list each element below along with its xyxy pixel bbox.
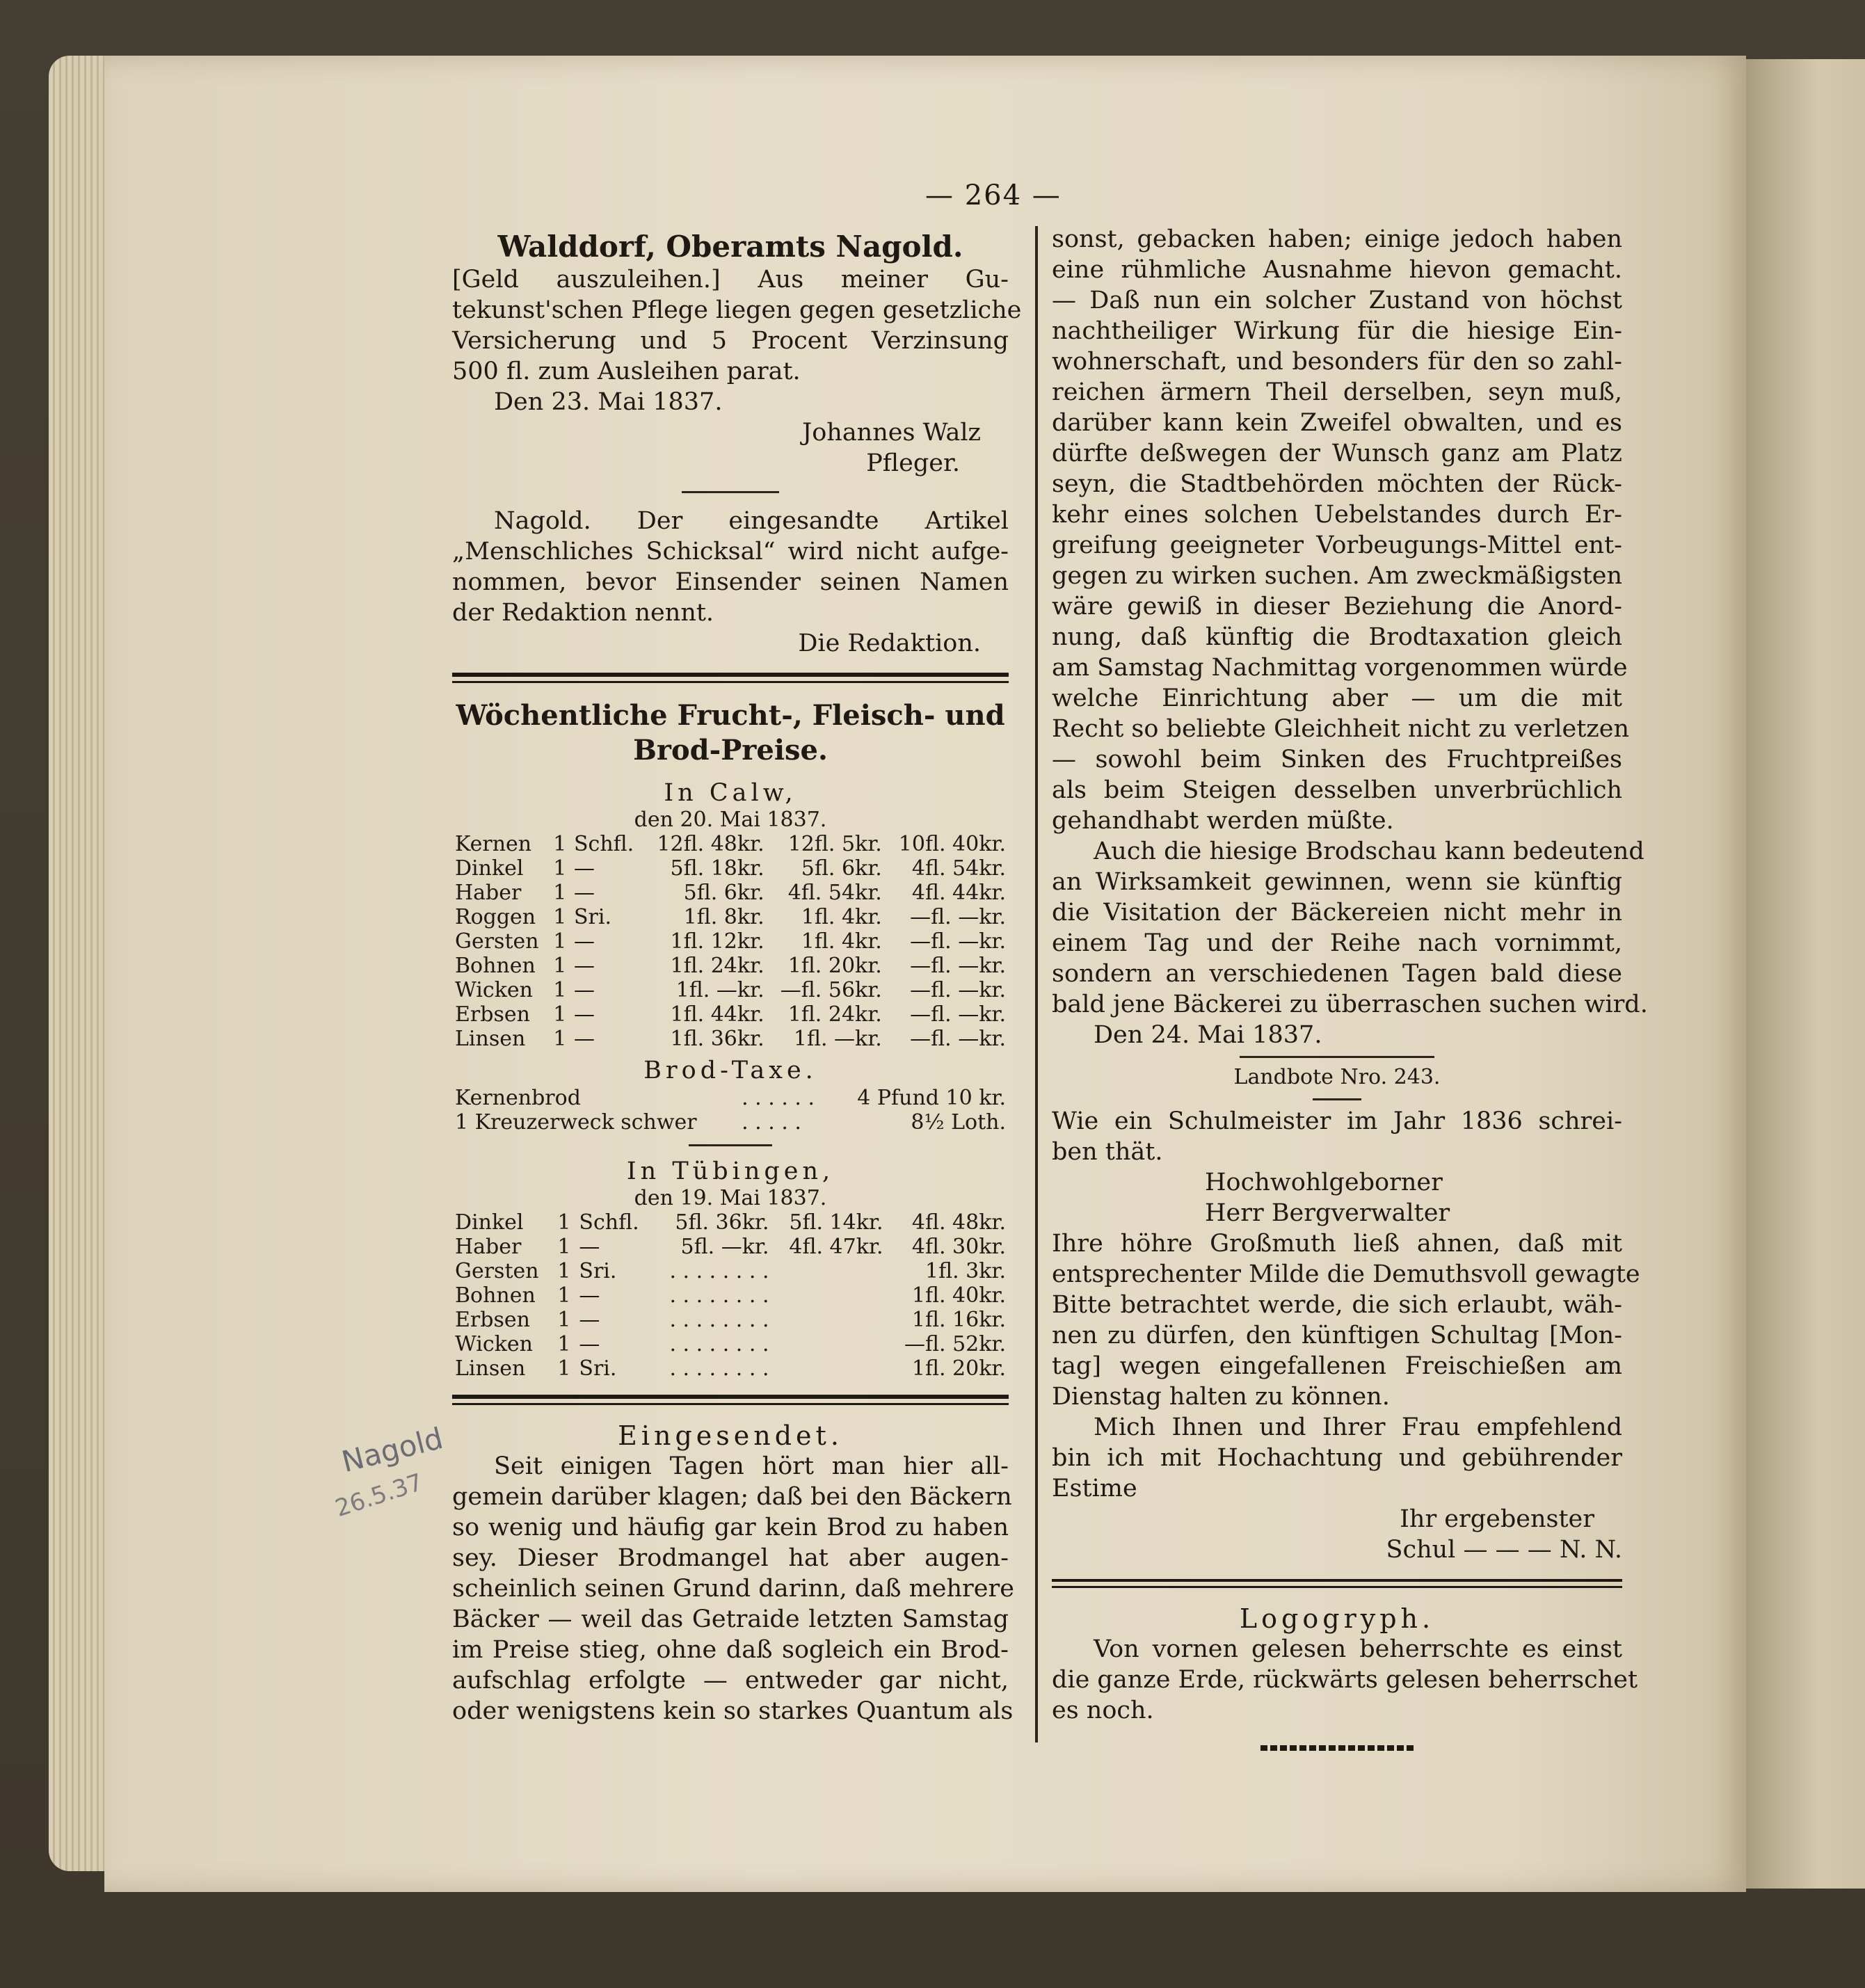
price-low: 1fl. 16kr. xyxy=(911,1308,1006,1332)
article-line: Auch die hiesige Brodschau kann bedeutend xyxy=(1094,837,1644,865)
calw-price-table xyxy=(452,832,1009,1051)
price-low: —fl. —kr. xyxy=(910,929,1006,954)
price-high: 1fl. 44kr. xyxy=(670,1002,765,1027)
unit: — xyxy=(573,1027,595,1051)
logogryph-line: Von vornen gelesen beherrschte es einst xyxy=(1094,1635,1622,1663)
letter-line: Bitte betrachtet werde, die sich erlaubt, wäh- xyxy=(1052,1291,1622,1319)
table-row xyxy=(452,929,1009,954)
article-line: — Daß nun ein solcher Zustand von höchst xyxy=(1052,287,1622,314)
calw-heading: In Calw, xyxy=(664,779,797,807)
grain-name: Erbsen xyxy=(455,1308,530,1332)
quantity: 1 xyxy=(553,1027,567,1051)
price-mid: 1fl. 20kr. xyxy=(787,954,882,978)
unit: Sri. xyxy=(579,1356,617,1381)
article-line: welche Einrichtung aber — um die mit xyxy=(1052,684,1622,712)
table-row xyxy=(452,1086,1009,1110)
page-number: — 264 — xyxy=(925,179,1062,211)
grain-name: Haber xyxy=(455,881,522,905)
price-high: 12fl. 48kr. xyxy=(657,832,765,856)
source-credit: Landbote Nro. 243. xyxy=(1233,1065,1441,1089)
unit: — xyxy=(573,929,595,954)
grain-name: Kernen xyxy=(455,832,532,856)
unit: — xyxy=(573,954,595,978)
notice-line: tekunst'schen Pflege liegen gegen gesetzliche xyxy=(452,296,1022,324)
price-mid xyxy=(771,1259,886,1283)
article-line: seyn, die Stadtbehörden möchten der Rück- xyxy=(1052,470,1622,498)
quantity: 1 xyxy=(557,1308,571,1332)
tuebingen-heading: In Tübingen, xyxy=(626,1157,835,1185)
article-line: oder wenigstens kein so starkes Quantum als xyxy=(452,1697,1014,1725)
grain-name: Bohnen xyxy=(455,1283,536,1308)
price-mid: 5fl. 14kr. xyxy=(789,1210,883,1235)
table-row xyxy=(452,954,1009,978)
article-line: am Samstag Nachmittag vorgenommen würde xyxy=(1052,654,1628,682)
quantity: 1 xyxy=(553,1002,567,1027)
bread-item: 1 Kreuzerweck schwer xyxy=(455,1110,697,1135)
price-high: 5fl. —kr. xyxy=(680,1235,769,1259)
table-row xyxy=(452,1356,1009,1381)
price-low: 1fl. 3kr. xyxy=(925,1259,1006,1283)
price-high: 1fl. 8kr. xyxy=(683,905,765,929)
section-double-rule xyxy=(1052,1579,1622,1588)
article-line: dürfte deßwegen der Wunsch ganz am Platz xyxy=(1052,440,1622,467)
leader-dots: . . . . . . . . xyxy=(669,1356,769,1381)
calw-date: den 20. Mai 1837. xyxy=(634,808,827,832)
price-mid: 12fl. 5kr. xyxy=(787,832,882,856)
grain-name: Bohnen xyxy=(455,954,536,978)
article-line: Recht so beliebte Gleichheit nicht zu verletzen xyxy=(1052,715,1629,743)
table-row xyxy=(452,1002,1009,1027)
article-line: — sowohl beim Sinken des Fruchtpreißes xyxy=(1052,746,1622,773)
unit: Sri. xyxy=(573,905,612,929)
leader-dots: . . . . . xyxy=(742,1110,801,1135)
bread-price: 4 Pfund 10 kr. xyxy=(857,1086,1006,1110)
unit: — xyxy=(573,856,595,881)
notice-line: 500 fl. zum Ausleihen parat. xyxy=(452,358,801,385)
price-high: 5fl. 36kr. xyxy=(675,1210,769,1235)
article-line: einem Tag und der Reihe nach vornimmt, xyxy=(1052,929,1622,957)
price-report xyxy=(452,698,1009,1381)
article-line: sondern an verschiedenen Tagen bald diese xyxy=(1052,960,1622,988)
price-high: 1fl. 12kr. xyxy=(670,929,765,954)
notice-heading: Walddorf, Oberamts Nagold. xyxy=(497,230,963,264)
grain-name: Wicken xyxy=(455,978,533,1002)
article-line: kehr eines solchen Uebelstandes durch Er- xyxy=(1052,501,1622,529)
unit: — xyxy=(579,1283,600,1308)
section-rule xyxy=(689,1144,772,1146)
right-column xyxy=(1052,224,1648,1751)
price-low: 4fl. 54kr. xyxy=(911,856,1006,881)
article-date: Den 24. Mai 1837. xyxy=(1094,1021,1322,1049)
editorial-signature: Die Redaktion. xyxy=(798,630,981,657)
letter-line: bin ich mit Hochachtung und gebührender xyxy=(1052,1444,1622,1472)
notice-line: Nagold. Der eingesandte Artikel xyxy=(494,507,1009,535)
section-rule xyxy=(1240,1056,1434,1058)
price-mid: 5fl. 6kr. xyxy=(801,856,882,881)
article-line: wohnerschaft, und besonders für den so zahl- xyxy=(1052,348,1622,376)
unit: — xyxy=(579,1332,600,1356)
article-line: scheinlich seinen Grund darinn, daß mehrere xyxy=(452,1575,1014,1603)
grain-name: Haber xyxy=(455,1235,522,1259)
quantity: 1 xyxy=(553,905,567,929)
quantity: 1 xyxy=(557,1283,571,1308)
grain-name: Dinkel xyxy=(455,1210,524,1235)
table-row xyxy=(452,1210,1009,1235)
grain-name: Dinkel xyxy=(455,856,524,881)
article-heading: Eingesendet. xyxy=(618,1420,843,1451)
tuebingen-price-table xyxy=(452,1210,1009,1381)
quantity: 1 xyxy=(553,929,567,954)
grain-name: Wicken xyxy=(455,1332,533,1356)
table-row xyxy=(452,881,1009,905)
quantity: 1 xyxy=(557,1235,571,1259)
price-mid xyxy=(771,1356,886,1381)
leader-dots: . . . . . . . . xyxy=(669,1332,769,1356)
article-line: gegen zu wirken suchen. Am zweckmäßigsten xyxy=(1052,562,1622,590)
unit: Schfl. xyxy=(579,1210,639,1235)
unit: Schfl. xyxy=(573,832,634,856)
unit: — xyxy=(573,881,595,905)
letter-line: Dienstag halten zu können. xyxy=(1052,1383,1390,1411)
tuebingen-date: den 19. Mai 1837. xyxy=(634,1186,827,1210)
logogryph-line: die ganze Erde, rückwärts gelesen beherrschet xyxy=(1052,1666,1638,1694)
quantity: 1 xyxy=(557,1259,571,1283)
price-mid: 4fl. 54kr. xyxy=(787,881,882,905)
bread-tax-heading: Brod-Taxe. xyxy=(643,1057,817,1084)
article-line: nachtheiliger Wirkung für die hiesige Ein- xyxy=(1052,317,1622,345)
article-line: Bäcker — weil das Getraide letzten Samstag xyxy=(452,1605,1009,1633)
price-high: 1fl. 24kr. xyxy=(670,954,765,978)
price-low: —fl. —kr. xyxy=(910,954,1006,978)
letter-line: nen zu dürfen, den künftigen Schultag [Mon- xyxy=(1052,1322,1622,1349)
section-double-rule xyxy=(452,673,1009,683)
grain-name: Roggen xyxy=(455,905,536,929)
letter-line: ben thät. xyxy=(1052,1138,1163,1166)
notice-line: nommen, bevor Einsender seinen Namen xyxy=(452,568,1009,596)
price-low: —fl. 52kr. xyxy=(904,1332,1006,1356)
leader-dots: . . . . . . xyxy=(742,1086,815,1110)
article-line: gemein darüber klagen; daß bei den Bäckern xyxy=(452,1483,1012,1511)
price-low: 4fl. 48kr. xyxy=(911,1210,1006,1235)
price-low: —fl. —kr. xyxy=(910,978,1006,1002)
price-mid: 1fl. 24kr. xyxy=(787,1002,882,1027)
price-high: 5fl. 6kr. xyxy=(683,881,765,905)
unit: — xyxy=(579,1308,600,1332)
article-line: wäre gewiß in dieser Beziehung die Anord- xyxy=(1052,593,1622,620)
notice-body xyxy=(452,264,1022,479)
facing-page-edge xyxy=(1746,59,1865,1889)
price-mid: 1fl. 4kr. xyxy=(801,905,882,929)
grain-name: Gersten xyxy=(455,929,539,954)
table-row xyxy=(452,1332,1009,1356)
price-low: 10fl. 40kr. xyxy=(898,832,1006,856)
price-mid: 4fl. 47kr. xyxy=(789,1235,883,1259)
price-high: 1fl. —kr. xyxy=(675,978,765,1002)
quantity: 1 xyxy=(553,954,567,978)
price-mid: 1fl. —kr. xyxy=(793,1027,882,1051)
handwritten-margin-date: 26.5.37 xyxy=(331,1468,426,1523)
table-row xyxy=(452,1110,1009,1135)
letter-salutation: Hochwohlgeborner xyxy=(1205,1169,1443,1196)
bread-price: 8½ Loth. xyxy=(911,1110,1006,1135)
logogryph-line: es noch. xyxy=(1052,1697,1154,1724)
letter-salutation: Herr Bergverwalter xyxy=(1205,1199,1450,1227)
letter-line: entsprechenter Milde die Demuthsvoll gewagte xyxy=(1052,1260,1640,1288)
logogryph-title: Logogryph. xyxy=(1239,1603,1435,1634)
table-row xyxy=(452,1027,1009,1051)
unit: — xyxy=(573,978,595,1002)
unit: — xyxy=(579,1235,600,1259)
article-line: sonst, gebacken haben; einige jedoch haben xyxy=(1052,225,1622,253)
unit: Sri. xyxy=(579,1259,617,1283)
handwritten-margin-note: Nagold xyxy=(338,1420,447,1480)
column-divider xyxy=(1035,226,1038,1742)
article-line: bald jene Bäckerei zu überraschen suchen wird. xyxy=(1052,991,1648,1018)
table-row xyxy=(452,1259,1009,1283)
grain-name: Gersten xyxy=(455,1259,539,1283)
article-line: als beim Steigen desselben unverbrüchlich xyxy=(1052,776,1622,804)
article-line: darüber kann kein Zweifel obwalten, und es xyxy=(1052,409,1622,437)
schoolmaster-letter xyxy=(1052,1106,1640,1565)
notice-role: Pfleger. xyxy=(866,449,960,477)
article-line: im Preise stieg, ohne daß sogleich ein Brod- xyxy=(452,1636,1009,1664)
notice-signer: Johannes Walz xyxy=(802,419,981,447)
bread-tax-table xyxy=(452,1086,1009,1135)
letter-line: Wie ein Schulmeister im Jahr 1836 schrei- xyxy=(1052,1107,1622,1135)
price-low: —fl. —kr. xyxy=(910,1027,1006,1051)
letter-line: Ihre höhre Großmuth ließ ahnen, daß mit xyxy=(1052,1230,1622,1258)
price-low: —fl. —kr. xyxy=(910,1002,1006,1027)
left-column xyxy=(452,230,1022,1726)
letter-line: Estime xyxy=(1052,1475,1137,1502)
closing-ornament xyxy=(1260,1745,1414,1751)
editorial-notice xyxy=(452,506,1009,659)
letter-line: Mich Ihnen und Ihrer Frau empfehlend xyxy=(1094,1413,1622,1441)
price-title: Wöchentliche Frucht-, Fleisch- und xyxy=(456,699,1005,732)
table-row xyxy=(452,1308,1009,1332)
article-line: Seit einigen Tagen hört man hier all- xyxy=(494,1452,1009,1480)
article-line: sey. Dieser Brodmangel hat aber augen- xyxy=(452,1544,1009,1572)
price-low: 4fl. 30kr. xyxy=(911,1235,1006,1259)
price-mid xyxy=(771,1308,886,1332)
logogryph-puzzle xyxy=(1052,1603,1638,1751)
leader-dots: . . . . . . . . xyxy=(669,1308,769,1332)
quantity: 1 xyxy=(557,1210,571,1235)
price-mid xyxy=(771,1332,886,1356)
price-high: 5fl. 18kr. xyxy=(670,856,765,881)
price-low: 1fl. 20kr. xyxy=(911,1356,1006,1381)
leader-dots: . . . . . . . . xyxy=(669,1259,769,1283)
quantity: 1 xyxy=(553,881,567,905)
grain-name: Erbsen xyxy=(455,1002,530,1027)
unit: — xyxy=(573,1002,595,1027)
grain-name: Linsen xyxy=(455,1027,526,1051)
notice-date: Den 23. Mai 1837. xyxy=(494,388,723,416)
price-mid: 1fl. 4kr. xyxy=(801,929,882,954)
bread-item: Kernenbrod xyxy=(455,1086,581,1110)
table-row xyxy=(452,978,1009,1002)
price-low: —fl. —kr. xyxy=(910,905,1006,929)
table-row xyxy=(452,856,1009,881)
article-line: so wenig und häufig gar kein Brod zu haben xyxy=(452,1514,1009,1541)
article-line: die Visitation der Bäckereien nicht mehr in xyxy=(1052,899,1622,927)
quantity: 1 xyxy=(553,832,567,856)
section-rule xyxy=(682,491,779,493)
quantity: 1 xyxy=(557,1356,571,1381)
notice-line: Versicherung und 5 Procent Verzinsung xyxy=(452,327,1009,355)
price-mid xyxy=(771,1283,886,1308)
table-row xyxy=(452,905,1009,929)
price-high: 1fl. 36kr. xyxy=(670,1027,765,1051)
article-continuation xyxy=(1052,224,1648,1050)
price-title: Brod-Preise. xyxy=(633,734,828,767)
table-row xyxy=(452,1235,1009,1259)
article-line: an Wirksamkeit gewinnen, wenn sie künftig xyxy=(1052,868,1622,896)
price-mid: —fl. 56kr. xyxy=(780,978,882,1002)
quantity: 1 xyxy=(553,856,567,881)
quantity: 1 xyxy=(557,1332,571,1356)
grain-name: Linsen xyxy=(455,1356,526,1381)
section-rule xyxy=(1313,1098,1361,1100)
article-line: aufschlag erfolgte — entweder gar nicht, xyxy=(452,1667,1009,1694)
notice-line: der Redaktion nennt. xyxy=(452,599,714,627)
letter-signature: Schul — — — N. N. xyxy=(1386,1536,1622,1564)
section-double-rule xyxy=(452,1395,1009,1405)
article-line: eine rühmliche Ausnahme hievon gemacht. xyxy=(1052,256,1622,284)
table-row xyxy=(452,832,1009,856)
letter-closing: Ihr ergebenster xyxy=(1400,1505,1594,1533)
table-row xyxy=(452,1283,1009,1308)
quantity: 1 xyxy=(553,978,567,1002)
letter-line: tag] wegen eingefallenen Freischießen am xyxy=(1052,1352,1622,1380)
price-low: 1fl. 40kr. xyxy=(911,1283,1006,1308)
notice-line: „Menschliches Schicksal“ wird nicht aufge- xyxy=(452,538,1009,566)
article-line: nung, daß künftig die Brodtaxation gleich xyxy=(1052,623,1622,651)
price-low: 4fl. 44kr. xyxy=(911,881,1006,905)
notice-line: [Geld auszuleihen.] Aus meiner Gu- xyxy=(452,266,1009,294)
leader-dots: . . . . . . . . xyxy=(669,1283,769,1308)
article-line: gehandhabt werden müßte. xyxy=(1052,807,1394,835)
submitted-article xyxy=(452,1420,1014,1726)
article-line: reichen ärmern Theil derselben, seyn muß, xyxy=(1052,378,1622,406)
article-line: greifung geeigneter Vorbeugungs-Mittel ent- xyxy=(1052,531,1622,559)
